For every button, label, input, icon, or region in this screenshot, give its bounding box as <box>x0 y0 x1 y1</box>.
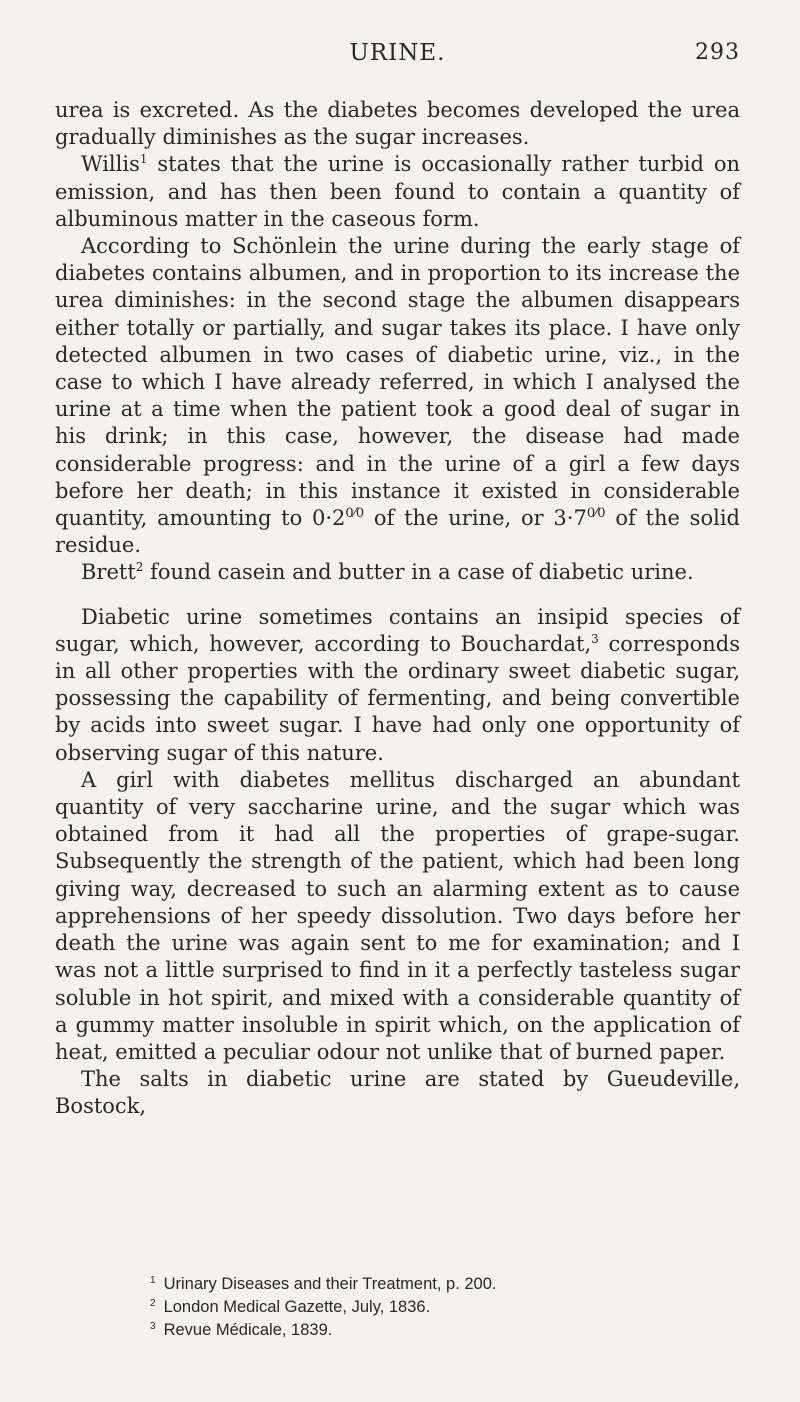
footnote-2 <box>150 1296 740 1319</box>
footnote-ref-2: 2 <box>135 560 144 575</box>
page-number: 293 <box>695 40 740 65</box>
paragraph-7-text: The salts in diabetic urine are stated by Gueudeville, Bostock, <box>55 1067 740 1119</box>
footnote-text: London Medical Gazette, July, 1836. <box>163 1298 431 1316</box>
paragraph-1-text: urea is excreted. As the diabetes becomes developed the urea gradually diminishes as the sugar increases. <box>55 98 740 150</box>
paragraph-3-text-a: According to Schönlein the urine during the early stage of diabetes contains albumen, and in proportion to its increase the urea diminishes: in the second stage the albumen disappears either totally or partially, and sugar takes its place. I have only detected albumen in two cases of diabetic urine, viz., in the case to which I have already referred, in which I analysed the urine at a time when the patient took a good deal of sugar in his drink; in this case, however, the disease had made considerable progress: and in the urine of a girl a few days before her death; in this instance it existed in considerable quantity, amounting to 0·2 <box>55 234 740 531</box>
paragraph-3-text-b: of the urine, or 3·7 <box>364 506 587 531</box>
paragraph-4 <box>55 559 740 586</box>
paragraph-4-text-a: Brett <box>81 560 136 585</box>
footnote-text: Urinary Diseases and their Treatment, p. 200. <box>163 1275 497 1293</box>
footnote-ref-3: 3 <box>591 631 599 646</box>
paragraph-5-text-b: corresponds in all other properties with the ordinary sweet diabetic sugar, possessing the capability of fermenting, and being convertible by acids into sweet sugar. I have had only one opportunity of observing sugar of this nature. <box>55 631 740 765</box>
paragraph-6 <box>55 767 740 1066</box>
percent-fraction: 0⁄0 <box>345 506 365 522</box>
percent-fraction: 0⁄0 <box>586 506 606 522</box>
paragraph-3-text-c: of the solid residue. <box>55 506 740 558</box>
running-header <box>55 40 740 70</box>
paragraph-5-text-a: Diabetic urine sometimes contains an insipid species of sugar, which, however, according to Bouchardat, <box>55 604 740 656</box>
paragraph-2-text-b: states that the urine is occasionally rather turbid on emission, and has then been found to contain a quantity of albuminous matter in the caseous form. <box>55 152 740 231</box>
footnote-mark: 2 <box>150 1297 156 1309</box>
paragraph-2-text-a: Willis <box>81 152 140 177</box>
paragraph-3 <box>55 233 740 559</box>
running-title: URINE. <box>349 40 446 66</box>
footnote-1 <box>150 1273 740 1296</box>
paragraph-5 <box>55 604 740 767</box>
footnote-text: Revue Médicale, 1839. <box>163 1321 333 1339</box>
paragraph-1 <box>55 97 740 151</box>
footnote-mark: 3 <box>150 1320 156 1332</box>
paragraph-7 <box>55 1066 740 1120</box>
footnote-3 <box>150 1319 740 1342</box>
footnote-ref-1: 1 <box>139 152 148 167</box>
paragraph-4-text-b: found casein and butter in a case of diabetic urine. <box>143 560 694 585</box>
paragraph-2 <box>55 151 740 233</box>
body-text <box>55 97 740 1121</box>
footnote-mark: 1 <box>150 1274 156 1286</box>
footnotes <box>150 1273 740 1342</box>
paragraph-6-text: A girl with diabetes mellitus discharged an abundant quantity of very saccharine urine, and the sugar which was obtained from it had all the properties of grape-sugar. Subsequently the strength of the patient, which had been long giving way, decreased to such an alarming extent as to cause apprehensions of her speedy dissolution. Two days before her death the urine was again sent to me for examination; and I was not a little surprised to find in it a perfectly tasteless sugar soluble in hot spirit, and mixed with a considerable quantity of a gummy matter insoluble in spirit which, on the application of heat, emitted a peculiar odour not unlike that of burned paper. <box>55 767 740 1064</box>
